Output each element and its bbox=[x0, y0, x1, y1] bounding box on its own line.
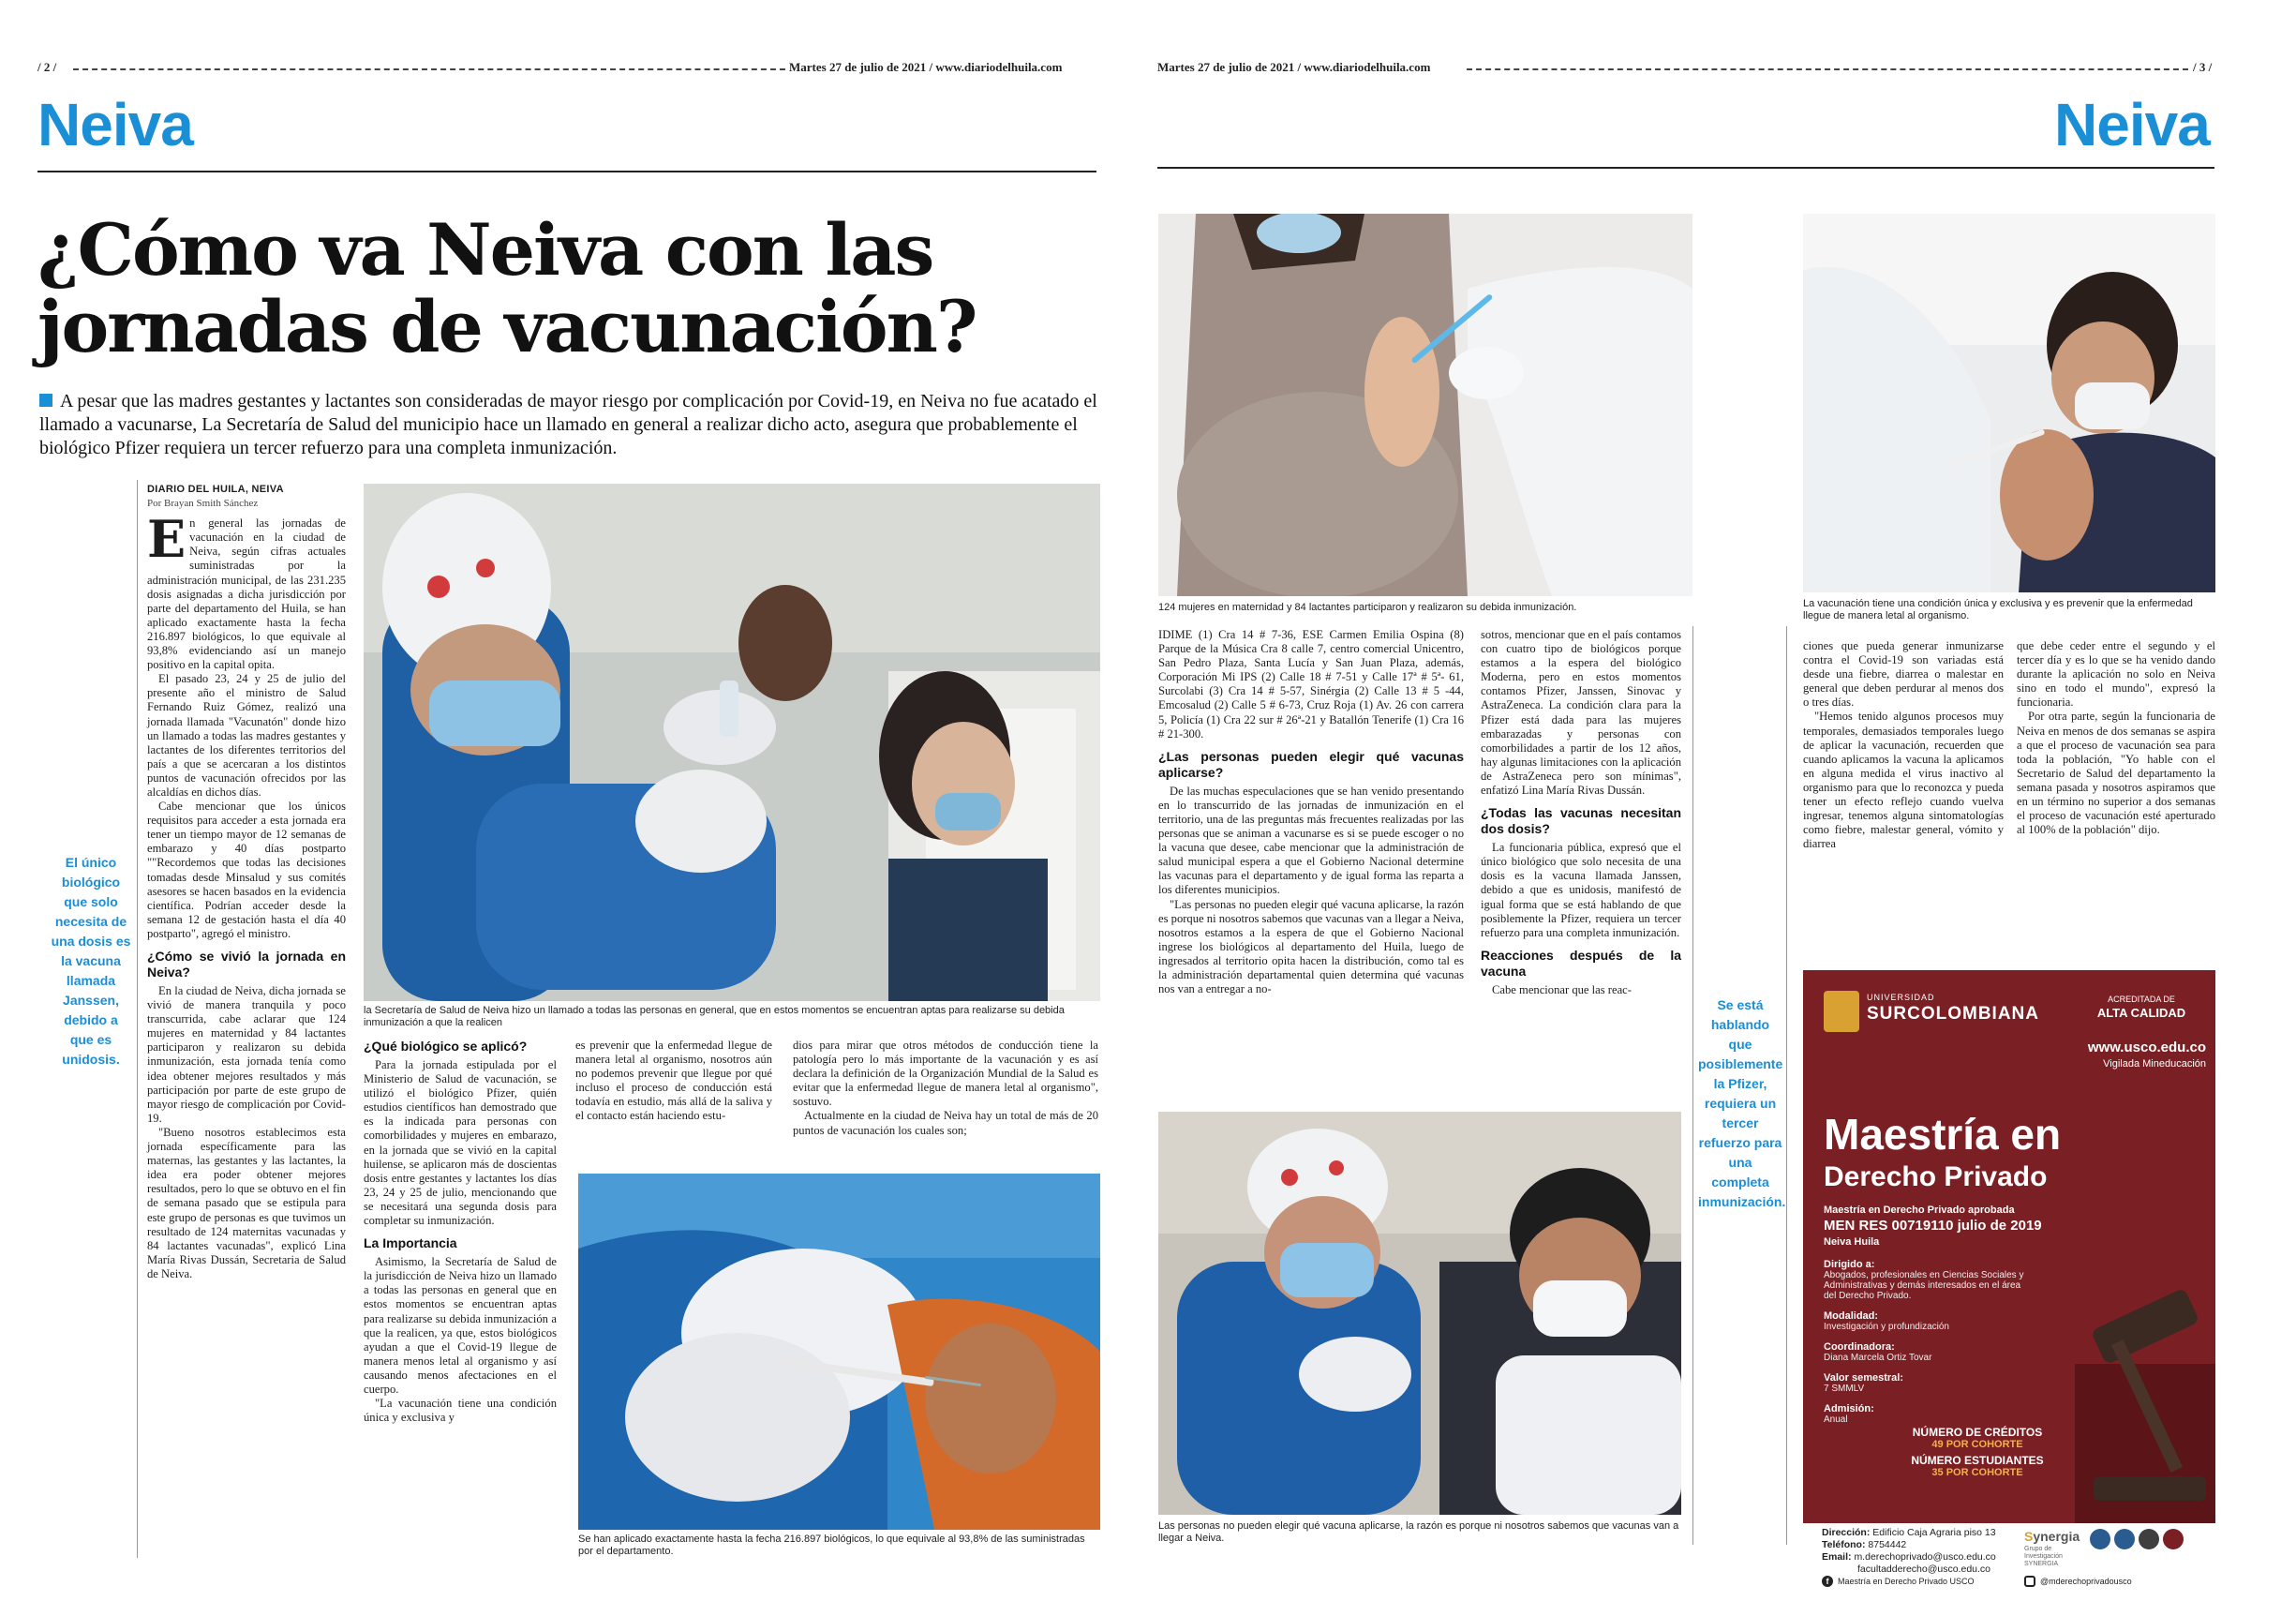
ad-facebook[interactable] bbox=[1822, 1576, 1975, 1587]
headline bbox=[37, 208, 1106, 368]
ad-city: Neiva Huila bbox=[1824, 1236, 1880, 1248]
article-column-3 bbox=[575, 1039, 772, 1124]
side-quote-left-rule bbox=[137, 480, 138, 1558]
ad-dirigido-label: Dirigido a: bbox=[1824, 1259, 1875, 1270]
ad-resolution: MEN RES 00719110 julio de 2019 bbox=[1824, 1218, 2042, 1234]
ad-valor-value: 7 SMMLV bbox=[1824, 1384, 1865, 1394]
col2-paragraph: "La vacunación tiene una condición única y exclusiva y bbox=[364, 1397, 557, 1425]
col1-paragraph: "Bueno nosotros establecimos esta jornada específicamente para las maternas, las gestantes y las lactantes, la idea era poder obtener mejores resultados, pero lo que se obtuvo en el fin de semana pasado que se estipula para este grupo de personas es que tuvimos un resultado de 124 maternitas vacunadas y 84 lactantes vacunadas", explicó Lina María Rivas Dussán, Secretaria de Salud de Neiva. bbox=[147, 1125, 346, 1280]
ad-estudiantes-label: NÚMERO ESTUDIANTES bbox=[1911, 1454, 2044, 1467]
photo2-caption: Se han aplicado exactamente hasta la fecha 216.897 biológicos, lo que equivale al 93,8% de las suministradas por el departamento. bbox=[578, 1534, 1085, 1557]
page-number-left: / 2 / bbox=[37, 60, 57, 74]
ad-details bbox=[1824, 1249, 2030, 1425]
article-column-4 bbox=[793, 1039, 1098, 1138]
subheading-que-biologico: ¿Qué biológico se aplicó? bbox=[364, 1039, 528, 1054]
col8-paragraph: que debe ceder entre el segundo y el tercer día y es lo que se ha venido dando durante la aplicación no solo en Neiva sino en todo el mundo", expresó la funcionaria. bbox=[2017, 639, 2215, 710]
ad-valor-label: Valor semestral: bbox=[1824, 1372, 1903, 1384]
col4-paragraph: dios para mirar que otros métodos de conducción tiene la patología pero lo más importante de la vacunación y es así declara la definición de la Organización Mundial de la Salud es evitar que la enfermedad llegue de manera letal al organismo", sostuvo. bbox=[793, 1039, 1098, 1109]
col1-paragraph: El pasado 23, 24 y 25 de julio del presente año el ministro de Salud Fernando Ruiz Gómez, realizó una jornada llamada "Vacunatón" donde hizo un llamado a todas las madres gestantes y lactantes de los diferentes territorios del país a que se acercaran a los distintos puntos de vacunación ofrecidos por las alcaldías en dichos días. bbox=[147, 672, 346, 799]
col3-paragraph: es prevenir que la enfermedad llegue de manera letal al organismo, nosotros aún no podemos prevenir que llegue por qué incluso el proceso de conducción está todavía en estudio, más allá de la saliva y el contacto están haciendo estu- bbox=[575, 1039, 772, 1123]
ad-telefono-label: Teléfono: bbox=[1822, 1539, 1866, 1550]
instagram-icon bbox=[2024, 1576, 2035, 1587]
photo3-caption: 124 mujeres en maternidad y 84 lactantes participaron y realizaron su debida inmunización. bbox=[1158, 602, 1577, 613]
photo-nurse-elderly-man bbox=[1158, 1112, 1681, 1515]
accreditation: ALTA CALIDAD bbox=[2096, 1006, 2186, 1020]
ad-vigilada: Vigilada Mineducación bbox=[2103, 1058, 2206, 1070]
col6-paragraph: La funcionaria pública, expresó que el único biológico que solo necesita de una dosis es la vacuna llamada Janssen, debido a que es unidosis, manifestó de igual forma que se está hablando de que posiblemente la Pfizer, requiera un tercer refuerzo para una completa inmunización. bbox=[1481, 841, 1681, 939]
photo-nurse-preparing-vaccine bbox=[364, 484, 1100, 1001]
ad-cohorte-box bbox=[1884, 1426, 2071, 1478]
col5-paragraph: IDIME (1) Cra 14 # 7-36, ESE Carmen Emilia Ospina (8) Parque de la Música Cra 8 calle 7, centro comercial Unicentro, San Pedro Plaza, Santa Lucía y San Juan Plaza, además, Corporación Mi IPS (2) Calle 18 # 7-51 y Calle 17ª # 5ª- 61, Surcolabi (3) Cra 14 # 5-57, Sinérgia (2) Calle 13 # 5 -44, Emcosalud (2) Calle 5 # 6-73, Cruz Roja (1) Av. 26 con carrera 5, Policía (1) Cra 22 sur # 26ª-21 y Batallón Tenerife (1) Cra 16 # 21-300. bbox=[1158, 628, 1464, 741]
col1-paragraph: n general las jornadas de vacunación en la ciudad de Neiva, según cifras actuales suministradas por la administración municipal, de las 231.235 dosis asignadas a dicha jurisdicción por parte del departamento del Huila, se han aplicado exactamente hasta la fecha 216.897 biológicos, lo que equivale al 93,8% evidenciando así un manejo positivo en la capital opita. bbox=[147, 516, 346, 672]
ad-modalidad-label: Modalidad: bbox=[1824, 1310, 1879, 1322]
col8-paragraph: Por otra parte, según la funcionaria de Neiva en menos de dos semanas se aspira a que el proceso de vacunación sea para toda la población, "Yo hable con el Secretario de Salud del departamento la semana pasada y nosotros aspiramos que en un término no superior a dos semanas el proceso de vacunación esté aperturado al 100% de la población" dijo. bbox=[2017, 710, 2215, 837]
facebook-icon: f bbox=[1822, 1576, 1833, 1587]
advertisement-usco[interactable] bbox=[1803, 970, 2215, 1523]
col6-paragraph: sotros, mencionar que en el país contamos con cuatro tipo de biológicos porque estamos a la espera del biológico Moderna, pero en estos momentos contamos Pfizer, Janssen, Sinovac y AstraZeneca. La condición clara para la Pfizer está dada para las mujeres embarazadas y personas con comorbilidades a partir de los 12 años, hay algunas limitaciones con la aplicación de AstraZeneca pero son mínimas", enfatizó Lina María Rivas Dussán. bbox=[1481, 628, 1681, 798]
byline-org: DIARIO DEL HUILA, NEIVA bbox=[147, 484, 284, 495]
certification-logo-icon bbox=[2114, 1529, 2135, 1549]
side-quote-right: Se está hablando que posiblemente la Pfizer, requiera un tercer refuerzo para una completa inmunización. bbox=[1698, 997, 1786, 1209]
ad-instagram[interactable] bbox=[2024, 1576, 2132, 1587]
col4-paragraph: Actualmente en la ciudad de Neiva hay un total de más de 20 puntos de vacunación los cuales son; bbox=[793, 1109, 1098, 1137]
col5-paragraph: De las muchas especulaciones que se han venido presentando en lo transcurrido de las jornadas de inmunización en el territorio, una de las preguntas más frecuentes realizadas por las personas que se animan a vacunarse es si se puede escoger o no la vacuna que desee, cabe mencionar que la administración de salud municipal espera a que el Gobierno Nacional determine las vacunas para el departamento y de igual forma las reparta a los diferentes municipios. bbox=[1158, 784, 1464, 897]
col7-paragraph: "Hemos tenido algunos procesos muy temporales, demasiados temporales luego de aplicar la vacunación, recuerden que cuando aplicamos la vacuna la aplicamos en alguna medida el virus inactivo al organismo para que lo reconozca y pueda tener un efecto reflejo cuando vuelva ingresar, tenemos alguna sintomatologías como fiebre, malestar general, vómito y diarrea bbox=[1803, 710, 2004, 851]
ad-creditos-value: 49 POR COHORTE bbox=[1931, 1439, 2023, 1450]
ad-footer bbox=[1803, 1523, 2215, 1589]
col1-paragraph: Cabe mencionar que los únicos requisitos para acceder a esta jornada era tener un tiempo mayor de 12 semanas de embarazo y 40 días postparto ""Recordemos que todas las decisiones tomadas desde Minsalud y sus comités asesores se hacen basados en la evidencia científica. Podrían acceder desde la semana 12 de gestación hasta el día 40 postparto", agregó el ministro. bbox=[147, 800, 346, 940]
lead-paragraph bbox=[39, 390, 1098, 460]
article-column-1 bbox=[147, 483, 346, 1281]
accreditation-top: ACREDITADA DE bbox=[2108, 995, 2175, 1004]
side-quote-right-rule-right bbox=[1786, 626, 1787, 1545]
certification-logo-icon bbox=[2090, 1529, 2110, 1549]
lead-text: A pesar que las madres gestantes y lactantes son consideradas de mayor riesgo por complicación por Covid-19, en Neiva no fue acatado el llamado a vacunarse, La Secretaría de Salud del municipio hace un llamado en general a realizar dicho acto, asegura que probablemente el biológico Pfizer requiera un tercer refuerzo para una completa inmunización. bbox=[39, 391, 1097, 458]
subheading-pueden-elegir: ¿Las personas pueden elegir qué vacunas aplicarse? bbox=[1158, 748, 1464, 780]
header-rule-right bbox=[1467, 68, 2188, 70]
ad-approved: Maestría en Derecho Privado aprobada bbox=[1824, 1205, 2015, 1216]
headline-line-1: ¿Cómo va Neiva con las bbox=[37, 208, 933, 292]
date-site-left: Martes 27 de julio de 2021 / www.diariodelhuila.com bbox=[789, 60, 1063, 74]
ad-title-line-2: Derecho Privado bbox=[1824, 1161, 2048, 1192]
ad-dirigido-value: Abogados, profesionales en Ciencias Sociales y Administrativas y demás interesados en el área del Derecho Privado. bbox=[1824, 1270, 2024, 1301]
ad-estudiantes-value: 35 POR COHORTE bbox=[1931, 1467, 2023, 1478]
section-rule-right bbox=[1157, 167, 2214, 169]
subheading-reacciones: Reacciones después de la vacuna bbox=[1481, 947, 1681, 979]
article-column-7 bbox=[1803, 639, 2004, 851]
side-quote-left: El único biológico que solo necesita de una dosis es la vacuna llamada Janssen, debido a que es unidosis. bbox=[51, 855, 131, 1067]
article-column-8 bbox=[2017, 639, 2215, 837]
certification-logo-icon bbox=[2163, 1529, 2184, 1549]
ad-creditos-label: NÚMERO DE CRÉDITOS bbox=[1912, 1426, 2043, 1439]
certification-logo-icon bbox=[2139, 1529, 2159, 1549]
university-label: UNIVERSIDAD bbox=[1867, 993, 1935, 1002]
photo-woman-vaccinated bbox=[1803, 214, 2215, 592]
col5-paragraph: "Las personas no pueden elegir qué vacuna aplicarse, la razón es porque ni nosotros sabemos que vacunas van a llegar a Neiva, nosotros estamos a la espera de que el Gobierno Nacional ingrese los biológicos al departamento del Huila, luego de ingresados al territorio opita hacen la distribución, como tal es la administración departamental quien determina qué vacunas nos van a entregar a no- bbox=[1158, 897, 1464, 996]
subheading-como-se-vivio: ¿Cómo se vivió la jornada en Neiva? bbox=[147, 949, 346, 980]
subheading-dos-dosis: ¿Todas las vacunas necesitan dos dosis? bbox=[1481, 805, 1681, 837]
col7-paragraph: ciones que pueda generar inmunizarse contra el Covid-19 son variadas está desde una fiebre, diarrea o malestar en general que deben perdurar al menos dos o tres días. bbox=[1803, 639, 2004, 710]
side-quote-right-rule-left bbox=[1692, 626, 1693, 1545]
section-rule-left bbox=[37, 171, 1096, 172]
ad-facebook-text: Maestría en Derecho Privado USCO bbox=[1838, 1577, 1975, 1586]
article-column-2 bbox=[364, 1039, 557, 1425]
article-column-6 bbox=[1481, 628, 1681, 997]
ad-certification-logos bbox=[2090, 1529, 2184, 1549]
section-title-left: Neiva bbox=[37, 91, 193, 158]
ad-title-line-1: Maestría en bbox=[1824, 1110, 2062, 1159]
university-shield-icon bbox=[1824, 991, 1859, 1032]
col2-paragraph: Para la jornada estipulada por el Ministerio de Salud de vacunación, se utilizó el biológico Pfizer, quién estudios científicos han demostrado que es la indicada para personas con comorbilidades y mujeres en embarazo, en la jornada que se vivió en la capital huilense, se aplicaron más de doscientas dosis entre gestantes y lactantes los días 23, 24 y 25 de julio, mencionando que se necesitará una segunda dosis para completar su inmunización. bbox=[364, 1058, 557, 1228]
ad-instagram-text: @mderechoprivadousco bbox=[2040, 1577, 2132, 1586]
ad-direccion-label: Dirección: bbox=[1822, 1527, 1871, 1538]
col2-paragraph: Asimismo, la Secretaría de Salud de la jurisdicción de Neiva hizo un llamado a todas las personas en general que en estos momentos se encuentran aptas para realizarse su debida inmunización a que la realicen, ya que, estos biológicos ayudan a que el Covid-19 llegue de manera menos letal al organismo y así causando menos afectaciones en el cuerpo. bbox=[364, 1255, 557, 1396]
header-rule-left bbox=[73, 68, 785, 70]
ad-synergia-sub: Grupo de Investigación SYNERGIA bbox=[2024, 1546, 2063, 1567]
ad-synergia-logo: Synergia bbox=[2024, 1529, 2080, 1544]
ad-email-value-1[interactable]: m.derechoprivado@usco.edu.co bbox=[1854, 1551, 1996, 1563]
lead-marker bbox=[39, 394, 52, 407]
page-number-right: / 3 / bbox=[2193, 60, 2213, 74]
dropcap: E bbox=[147, 509, 186, 570]
ad-admision-label: Admisión: bbox=[1824, 1403, 1874, 1414]
ad-coordinadora-label: Coordinadora: bbox=[1824, 1341, 1895, 1353]
university-name: SURCOLOMBIANA bbox=[1867, 1004, 2039, 1024]
ad-website[interactable]: www.usco.edu.co bbox=[2087, 1040, 2206, 1055]
byline-name: Por Brayan Smith Sánchez bbox=[147, 498, 259, 510]
article-column-5 bbox=[1158, 628, 1464, 996]
ad-email-label: Email: bbox=[1822, 1551, 1852, 1563]
col6-paragraph: Cabe mencionar que las reac- bbox=[1492, 982, 1632, 996]
photo-syringe-arm bbox=[578, 1174, 1100, 1530]
subheading-la-importancia: La Importancia bbox=[364, 1235, 457, 1251]
ad-synergia-text: ynergia bbox=[2033, 1529, 2080, 1544]
ad-direccion-value: Edificio Caja Agraria piso 13 bbox=[1872, 1527, 1996, 1538]
photo-pregnant-woman bbox=[1158, 214, 1692, 596]
ad-admision-value: Anual bbox=[1824, 1414, 1848, 1425]
photo4-caption: Las personas no pueden elegir qué vacuna aplicarse, la razón es porque ni nosotros sabemos que vacunas van a llegar a Neiva. bbox=[1158, 1520, 1679, 1544]
ad-email-value-2[interactable]: facultadderecho@usco.edu.co bbox=[1857, 1564, 1991, 1575]
headline-line-2: jornadas de vacunación? bbox=[37, 285, 977, 368]
ad-coordinadora-value: Diana Marcela Ortiz Tovar bbox=[1824, 1353, 1932, 1363]
photo1-caption: la Secretaría de Salud de Neiva hizo un llamado a todas las personas en general, que en estos momentos se encuentran aptas para realizarse su debida inmunización a que la realicen bbox=[364, 1005, 1065, 1028]
gavel-icon bbox=[2056, 1251, 2215, 1523]
date-site-right: Martes 27 de julio de 2021 / www.diariodelhuila.com bbox=[1157, 60, 1431, 74]
ad-modalidad-value: Investigación y profundización bbox=[1824, 1322, 1949, 1332]
col1-paragraph: En la ciudad de Neiva, dicha jornada se vivió de manera tranquila y poco transcurrida, cabe aclarar que 124 mujeres en maternidad y 84 lactantes participaron y realizaron su debida inmunización, esta jornada tenía como idea obtener mejores resultados y más participación por parte de este grupo de mayor riesgo de complicación por Covid-19. bbox=[147, 984, 346, 1125]
section-title-right: Neiva bbox=[2054, 91, 2210, 158]
photo5-caption: La vacunación tiene una condición única y exclusiva y es prevenir que la enfermedad llegue de manera letal al organismo. bbox=[1803, 598, 2193, 621]
ad-telefono-value: 8754442 bbox=[1868, 1539, 1907, 1550]
ad-contact bbox=[1822, 1527, 2009, 1576]
